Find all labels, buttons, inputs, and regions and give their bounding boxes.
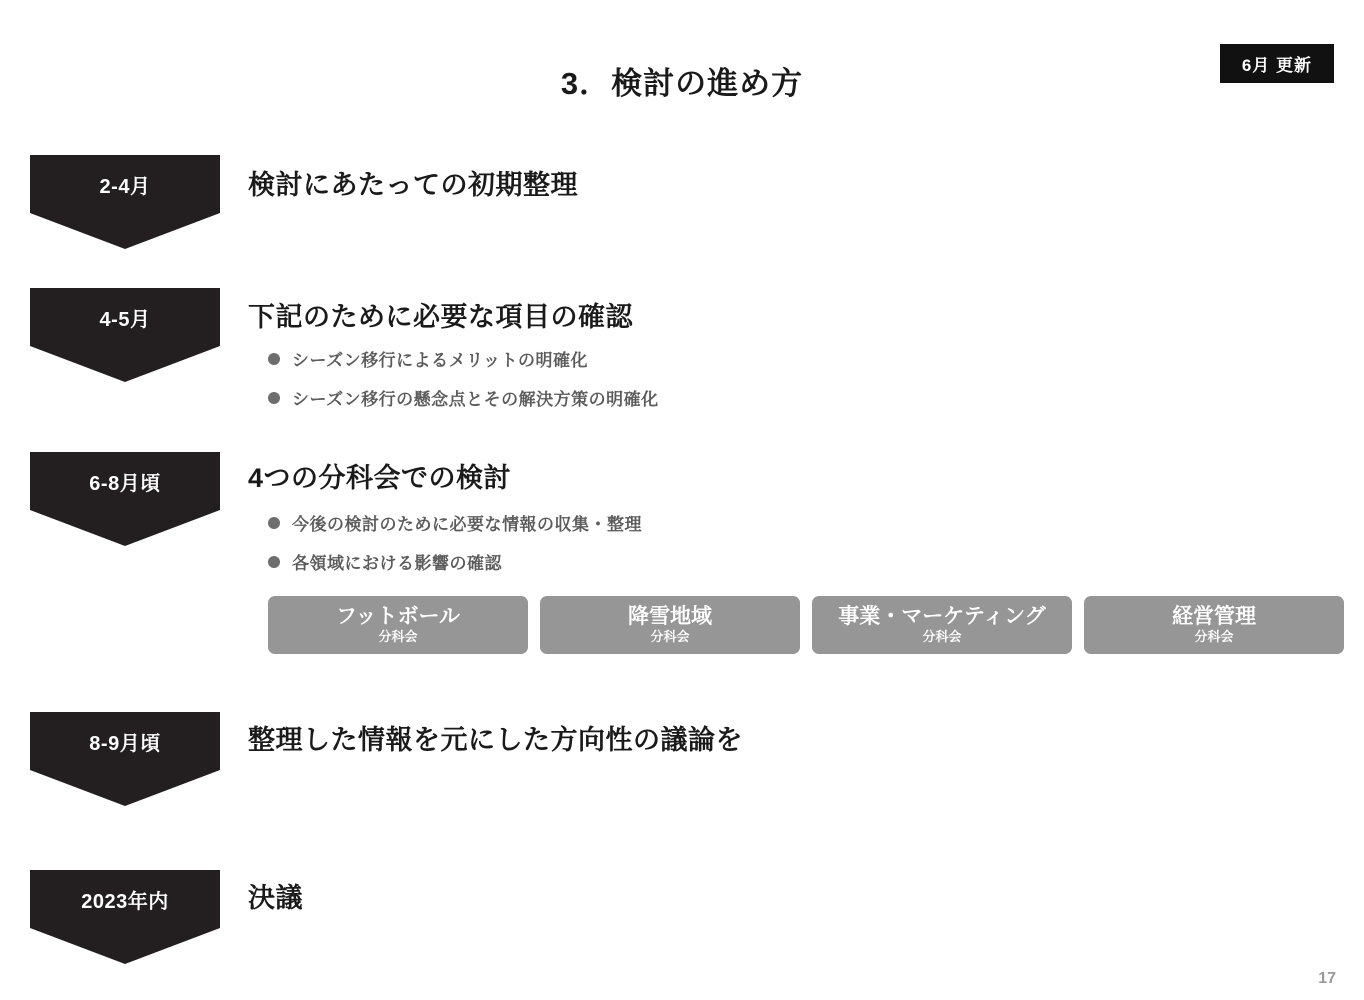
phase-date-tag: 2-4月 — [30, 155, 220, 213]
bullet-dot-icon — [268, 392, 280, 404]
phase-date-tag: 6-8月頃 — [30, 452, 220, 510]
phase-date-tag: 2023年内 — [30, 870, 220, 928]
phase-date-tag: 4-5月 — [30, 288, 220, 346]
list-item — [268, 510, 642, 535]
subcommittee-suffix: 分科会 — [922, 628, 962, 644]
phase-date-tag: 8-9月頃 — [30, 712, 220, 770]
subcommittee-name: 降雪地域 — [628, 604, 712, 628]
list-item-label: 各領域における影響の確認 — [292, 554, 502, 573]
subcommittee-chip-management[interactable] — [1084, 596, 1344, 654]
list-item — [268, 346, 659, 371]
phase-bullet-list — [268, 346, 659, 424]
list-item-label: 今後の検討のために必要な情報の収集・整理 — [292, 515, 642, 534]
phase-heading: 下記のために必要な項目の確認 — [248, 302, 633, 332]
list-item — [268, 549, 642, 574]
subcommittee-suffix: 分科会 — [650, 628, 690, 644]
phase-heading: 4つの分科会での検討 — [248, 463, 512, 493]
subcommittee-suffix: 分科会 — [1194, 628, 1234, 644]
phase-heading: 検討にあたっての初期整理 — [248, 170, 578, 200]
bullet-dot-icon — [268, 556, 280, 568]
subcommittee-chip-group — [268, 596, 1344, 654]
list-item-label: シーズン移行の懸念点とその解決方策の明確化 — [292, 390, 659, 409]
subcommittee-chip-business-marketing[interactable] — [812, 596, 1072, 654]
subcommittee-name: フットボール — [335, 604, 461, 628]
list-item — [268, 385, 659, 410]
page-title: 3．検討の進め方 — [560, 66, 804, 101]
bullet-dot-icon — [268, 517, 280, 529]
phase-heading: 整理した情報を元にした方向性の議論を — [248, 725, 743, 755]
page-number: 17 — [1318, 970, 1336, 987]
list-item-label: シーズン移行によるメリットの明確化 — [292, 351, 588, 370]
phase-bullet-list — [268, 510, 642, 588]
phase-heading: 決議 — [248, 883, 303, 913]
bullet-dot-icon — [268, 353, 280, 365]
subcommittee-chip-football[interactable] — [268, 596, 528, 654]
subcommittee-chip-snow-region[interactable] — [540, 596, 800, 654]
status-badge: 6月 更新 — [1220, 44, 1334, 83]
subcommittee-name: 事業・マーケティング — [838, 604, 1046, 628]
subcommittee-suffix: 分科会 — [378, 628, 418, 644]
subcommittee-name: 経営管理 — [1172, 604, 1256, 628]
